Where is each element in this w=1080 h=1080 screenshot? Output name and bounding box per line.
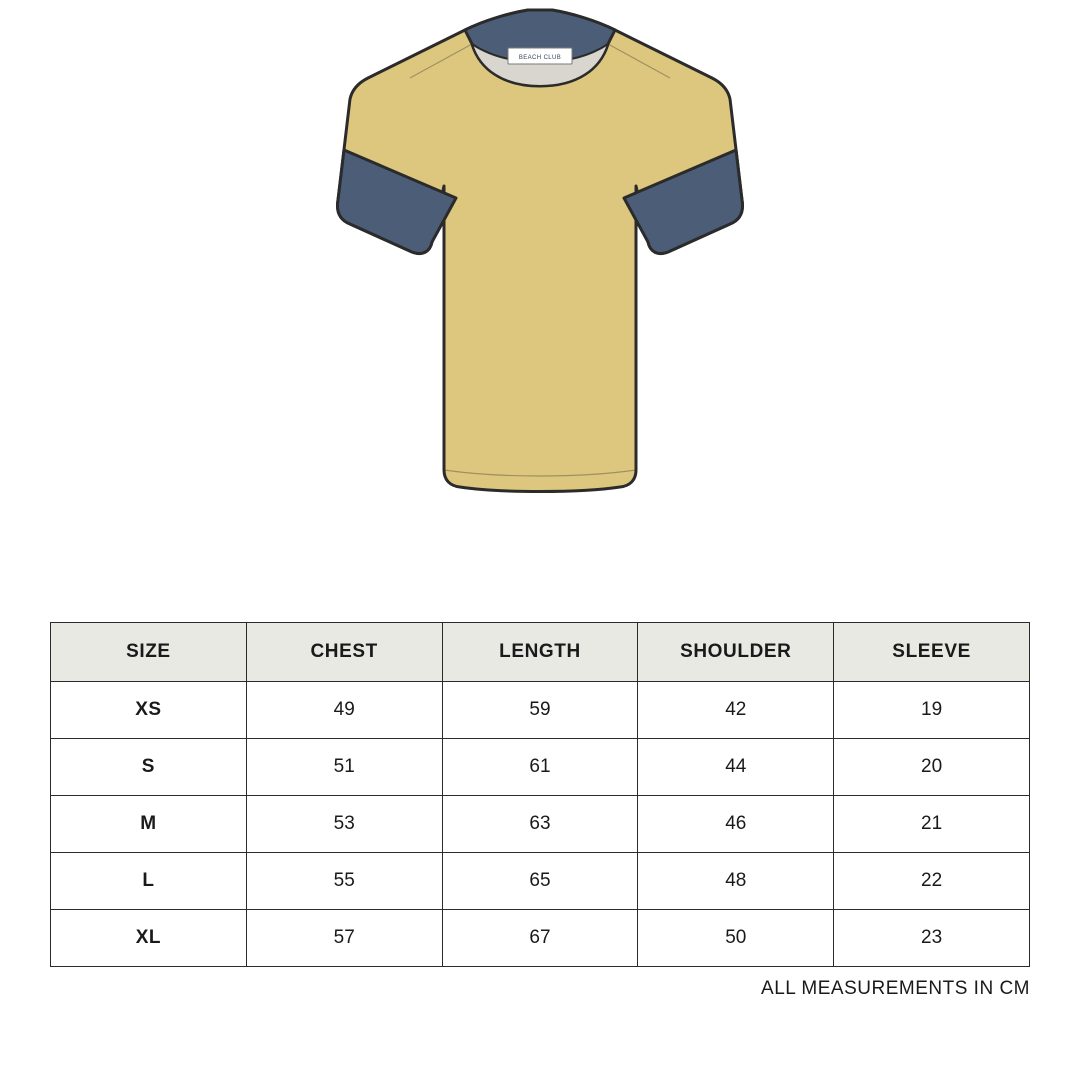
size-table-body — [51, 682, 1030, 967]
table-row — [51, 910, 1030, 967]
table-row — [51, 853, 1030, 910]
cell-size: M — [51, 796, 247, 853]
cell-chest: 57 — [246, 910, 442, 967]
tshirt-svg — [260, 0, 820, 540]
cell-shoulder: 46 — [638, 796, 834, 853]
cell-length: 63 — [442, 796, 638, 853]
column-header-sleeve: SLEEVE — [834, 623, 1030, 682]
measurement-units-note: ALL MEASUREMENTS IN CM — [761, 978, 1030, 999]
cell-chest: 53 — [246, 796, 442, 853]
cell-length: 59 — [442, 682, 638, 739]
cell-length: 65 — [442, 853, 638, 910]
cell-chest: 55 — [246, 853, 442, 910]
cell-sleeve: 22 — [834, 853, 1030, 910]
cell-shoulder: 42 — [638, 682, 834, 739]
cell-shoulder: 50 — [638, 910, 834, 967]
column-header-size: SIZE — [51, 623, 247, 682]
table-row — [51, 682, 1030, 739]
cell-size: XL — [51, 910, 247, 967]
brand-label-text: BEACH CLUB — [518, 55, 562, 61]
table-row — [51, 796, 1030, 853]
cell-sleeve: 19 — [834, 682, 1030, 739]
cell-size: S — [51, 739, 247, 796]
size-table-head — [51, 623, 1030, 682]
table-header-row — [51, 623, 1030, 682]
cell-chest: 51 — [246, 739, 442, 796]
cell-length: 67 — [442, 910, 638, 967]
cell-shoulder: 44 — [638, 739, 834, 796]
cell-size: L — [51, 853, 247, 910]
size-table-container — [50, 622, 1030, 967]
cell-chest: 49 — [246, 682, 442, 739]
cell-length: 61 — [442, 739, 638, 796]
cell-sleeve: 20 — [834, 739, 1030, 796]
cell-size: XS — [51, 682, 247, 739]
column-header-shoulder: SHOULDER — [638, 623, 834, 682]
cell-shoulder: 48 — [638, 853, 834, 910]
column-header-chest: CHEST — [246, 623, 442, 682]
table-row — [51, 739, 1030, 796]
size-table — [50, 622, 1030, 967]
cell-sleeve: 21 — [834, 796, 1030, 853]
cell-sleeve: 23 — [834, 910, 1030, 967]
column-header-length: LENGTH — [442, 623, 638, 682]
